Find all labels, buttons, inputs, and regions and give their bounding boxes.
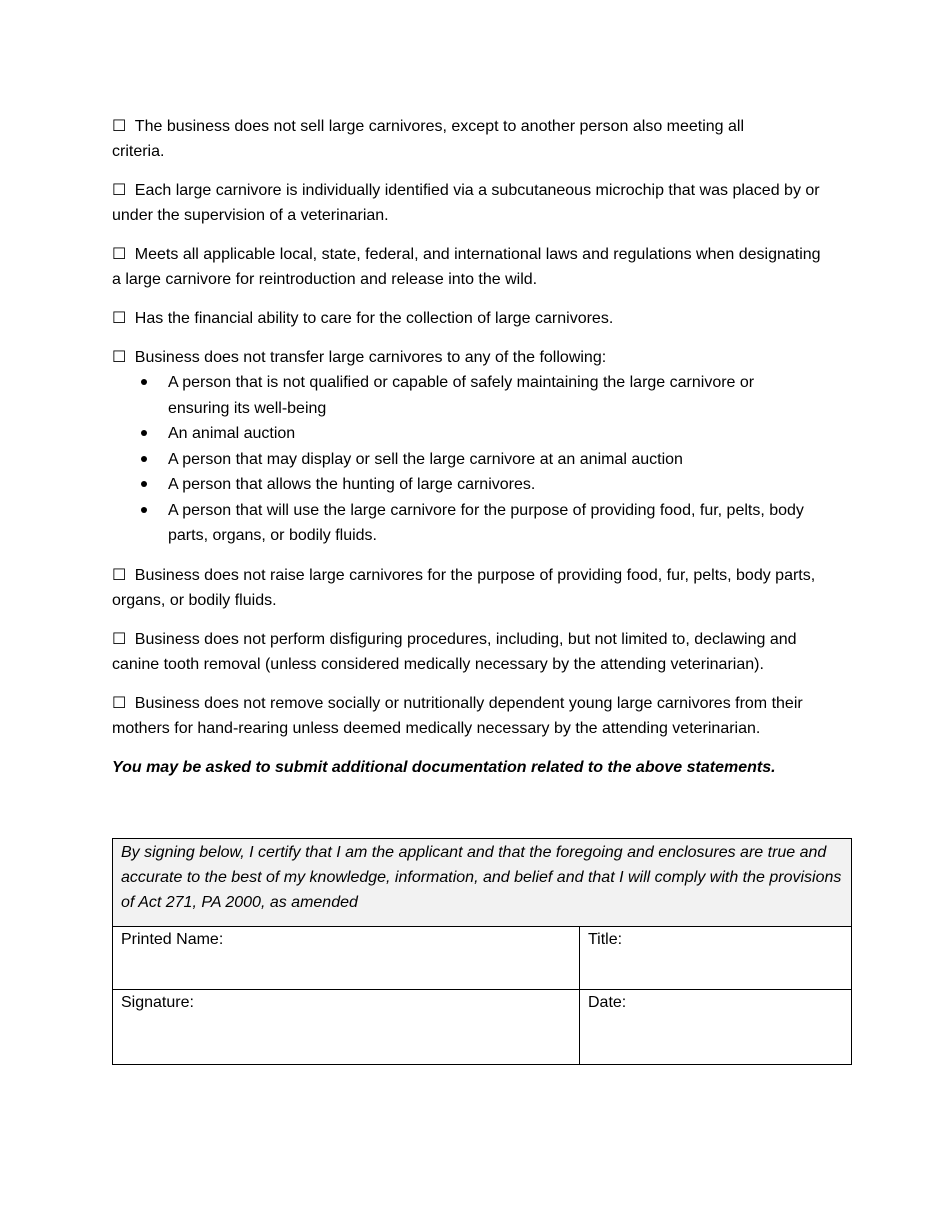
list-item: An animal auction — [168, 421, 832, 447]
criteria-text: Business does not raise large carnivores for the purpose of providing food, fur, pelts, body parts, organs, or bodily fluids. — [112, 566, 816, 609]
list-item: A person that will use the large carnivore for the purpose of providing food, fur, pelts, body parts, organs, or bodily fluids. — [168, 498, 832, 549]
printed-name-field[interactable] — [113, 927, 580, 990]
criteria-text: Has the financial ability to care for the collection of large carnivores. — [134, 310, 614, 327]
criteria-section — [112, 114, 832, 794]
criteria-text: The business does not sell large carnivores, except to another person also meeting all criteria. — [112, 118, 745, 160]
title-field[interactable] — [580, 927, 852, 990]
criteria-text: Business does not perform disfiguring procedures, including, but not limited to, declawing and canine tooth removal (unless considered medically necessary by the attending veterinarian). — [112, 630, 797, 673]
criteria-text: Business does not transfer large carnivores to any of the following: — [134, 349, 607, 366]
transfer-recipient-list — [112, 370, 832, 549]
signature-label: Signature: — [121, 994, 194, 1011]
signature-field[interactable] — [113, 990, 580, 1065]
checkbox-icon[interactable]: ☐ — [112, 566, 131, 584]
criteria-text: Business does not remove socially or nutritionally dependent young large carnivores from their mothers for hand-rearing unless deemed medically necessary by the attending veterinarian. — [112, 694, 803, 737]
criteria-item — [112, 691, 832, 741]
list-item: A person that is not qualified or capable of safely maintaining the large carnivore or ensuring its well-being — [168, 370, 788, 421]
checkbox-icon[interactable]: ☐ — [112, 694, 131, 712]
date-field[interactable] — [580, 990, 852, 1065]
criteria-text: Meets all applicable local, state, federal, and international laws and regulations when designating a large carnivore for reintroduction and release into the wild. — [112, 246, 821, 288]
list-item: A person that allows the hunting of large carnivores. — [168, 472, 832, 498]
criteria-item — [112, 242, 832, 292]
list-item: A person that may display or sell the large carnivore at an animal auction — [168, 447, 832, 473]
date-label: Date: — [588, 994, 627, 1011]
certification-statement: By signing below, I certify that I am the applicant and that the foregoing and enclosures are true and accurate to the best of my knowledge, information, and belief and that I will comply with the provisions of Act 271, PA 2000, as amended — [113, 839, 852, 927]
criteria-item — [112, 114, 772, 164]
certification-table — [112, 838, 852, 1065]
printed-name-label: Printed Name: — [121, 931, 224, 948]
checkbox-icon[interactable]: ☐ — [112, 182, 131, 199]
criteria-item — [112, 345, 832, 370]
criteria-text: Each large carnivore is individually identified via a subcutaneous microchip that was placed by or under the supervision of a veterinarian. — [112, 182, 820, 224]
checkbox-icon[interactable]: ☐ — [112, 246, 131, 263]
checkbox-icon[interactable]: ☐ — [112, 310, 131, 327]
criteria-item — [112, 627, 832, 677]
criteria-item — [112, 178, 832, 228]
documentation-note: You may be asked to submit additional documentation related to the above statements. — [112, 758, 776, 776]
checkbox-icon[interactable]: ☐ — [112, 349, 131, 366]
checkbox-icon[interactable]: ☐ — [112, 630, 131, 648]
criteria-item — [112, 306, 832, 331]
title-label: Title: — [588, 931, 623, 948]
criteria-item — [112, 563, 832, 613]
checkbox-icon[interactable]: ☐ — [112, 118, 131, 135]
